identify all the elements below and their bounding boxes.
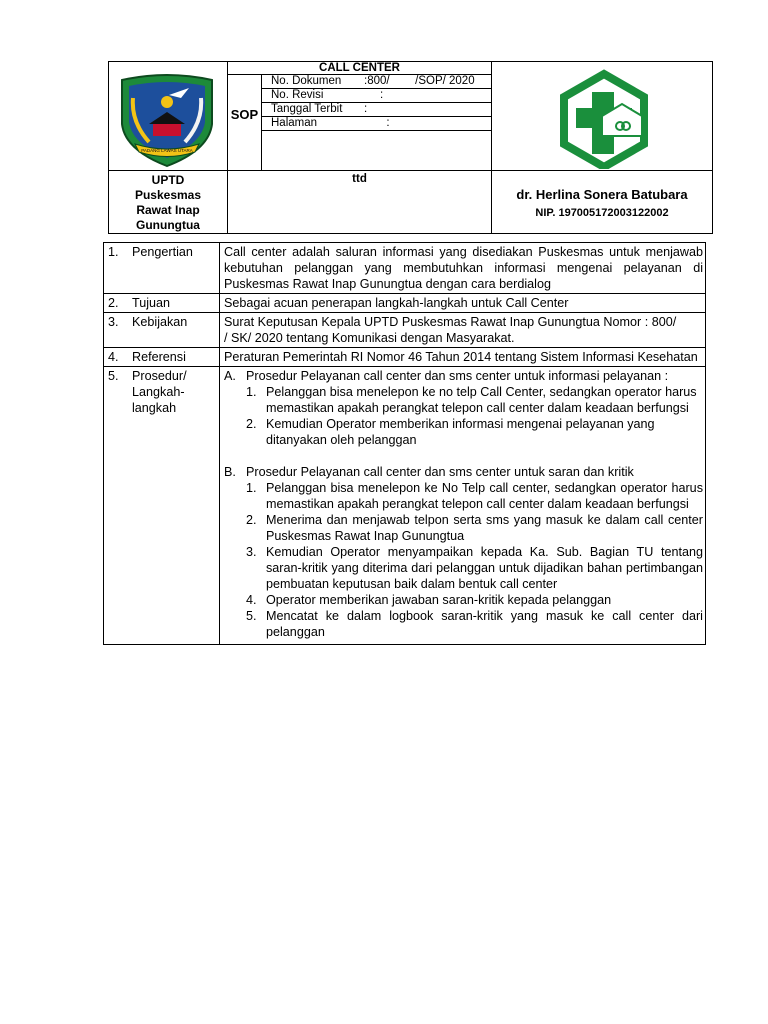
section-number: 5. (108, 369, 119, 383)
item-text: Pelanggan bisa menelepon ke No Telp call center, sedangkan operator harus memastikan apakah perangkat telepon call center dalam keadaan berfungsi (266, 481, 703, 511)
section-number: 1. (108, 245, 119, 259)
list-item (246, 592, 703, 608)
list-item (246, 480, 703, 512)
item-text: Kemudian Operator memberikan informasi mengenai pelayanan yang ditanyakan oleh pelanggan (266, 417, 655, 447)
list-item (246, 608, 703, 640)
section-label (104, 243, 220, 294)
org-line: Rawat Inap (136, 203, 200, 217)
procedure-letter: A. (224, 369, 236, 383)
meta-key: No. Dokumen (271, 75, 342, 87)
meta-row (262, 75, 491, 89)
org-line: Gunungtua (136, 218, 200, 232)
meta-row (262, 89, 491, 103)
table-row (104, 367, 706, 645)
signer-nip: NIP. 197005172003122002 (535, 207, 669, 219)
signer-block (492, 171, 713, 234)
sop-label: SOP (228, 75, 262, 171)
section-number: 2. (108, 296, 119, 310)
item-text: Pelanggan bisa menelepon ke no telp Call Center, sedangkan operator harus memastikan apakah perangkat telepon call center dalam keadaan berfungsi (266, 385, 697, 415)
list-item (246, 512, 703, 544)
item-number: 2. (246, 513, 257, 527)
document-meta (262, 75, 492, 171)
meta-key: Halaman (271, 117, 318, 129)
sop-header-table (108, 61, 713, 234)
item-text: Mencatat ke dalam logbook saran-kritik yang masuk ke call center dari pelanggan (266, 609, 703, 639)
item-text: Menerima dan menjawab telpon serta sms yang masuk ke dalam call center Puskesmas Rawat Inap Gunungtua (266, 513, 703, 543)
item-number: 2. (246, 417, 257, 431)
list-item (246, 384, 703, 416)
section-content: Sebagai acuan penerapan langkah-langkah untuk Call Center (220, 294, 706, 313)
section-number: 3. (108, 315, 119, 329)
item-number: 5. (246, 609, 257, 623)
meta-value: :800/ /SOP/ 2020 (364, 75, 475, 87)
list-item (246, 416, 703, 448)
health-logo-cell (492, 62, 713, 171)
section-label (104, 348, 220, 367)
table-row (104, 348, 706, 367)
procedure-title: Prosedur Pelayanan call center dan sms center untuk informasi pelayanan : (246, 369, 669, 383)
regency-logo-cell (109, 62, 228, 171)
section-number: 4. (108, 350, 119, 364)
meta-value: : (364, 117, 390, 129)
section-content: Call center adalah saluran informasi yang disediakan Puskesmas untuk menjawab kebutuhan pelanggan yang membutuhkan informasi mengenai pelayanan di Puskesmas Rawat Inap Gunungtua dengan cara berdialog (220, 243, 706, 294)
item-number: 4. (246, 593, 257, 607)
signature-mark: ttd (228, 171, 492, 234)
item-text: Operator memberikan jawaban saran-kritik kepada pelanggan (266, 593, 612, 607)
signer-name: dr. Herlina Sonera Batubara (516, 187, 688, 202)
table-row (104, 243, 706, 294)
section-content: Surat Keputusan Kepala UPTD Puskesmas Rawat Inap Gunungtua Nomor : 800/ / SK/ 2020 tentang Komunikasi dengan Masyarakat. (220, 313, 706, 348)
procedure-letter: B. (224, 465, 236, 479)
org-line: Puskesmas (134, 188, 202, 202)
procedure-content (220, 367, 706, 645)
regency-emblem-icon (109, 62, 226, 170)
section-title: Pengertian (132, 245, 193, 259)
procedure-heading (224, 464, 703, 480)
item-number: 1. (246, 481, 257, 495)
section-title: Kebijakan (132, 315, 188, 329)
meta-row (262, 103, 491, 117)
section-label (104, 367, 220, 645)
list-item (246, 544, 703, 592)
procedure-heading (224, 368, 703, 384)
organization-name (109, 171, 228, 234)
table-row (104, 294, 706, 313)
section-label (104, 294, 220, 313)
meta-value: : (364, 89, 384, 101)
procedure-title: Prosedur Pelayanan call center dan sms center untuk saran dan kritik (246, 465, 634, 479)
item-number: 3. (246, 545, 257, 559)
meta-key: Tanggal Terbit (271, 103, 343, 115)
document-title: CALL CENTER (228, 62, 492, 75)
meta-value: : (364, 103, 368, 115)
meta-row (262, 117, 491, 131)
item-number: 1. (246, 385, 257, 399)
section-title: Referensi (132, 350, 186, 364)
org-line: UPTD (151, 173, 185, 187)
sop-content-table (103, 242, 706, 645)
section-title: Prosedur/ Langkah-langkah (132, 369, 187, 415)
spacer (224, 448, 703, 464)
puskesmas-logo-icon (492, 62, 711, 169)
table-row (104, 313, 706, 348)
meta-key: No. Revisi (271, 89, 324, 101)
section-title: Tujuan (132, 296, 171, 310)
section-label (104, 313, 220, 348)
section-content: Peraturan Pemerintah RI Nomor 46 Tahun 2014 tentang Sistem Informasi Kesehatan (220, 348, 706, 367)
item-text: Kemudian Operator menyampaikan kepada Ka. Sub. Bagian TU tentang saran-kritik yang diterima dari pelanggan untuk dijadikan bahan pertimbangan pembuatan keputusan baik dalam bentuk call center (266, 545, 703, 591)
logo-text: PADANG LAWAS UTARA (141, 148, 193, 153)
